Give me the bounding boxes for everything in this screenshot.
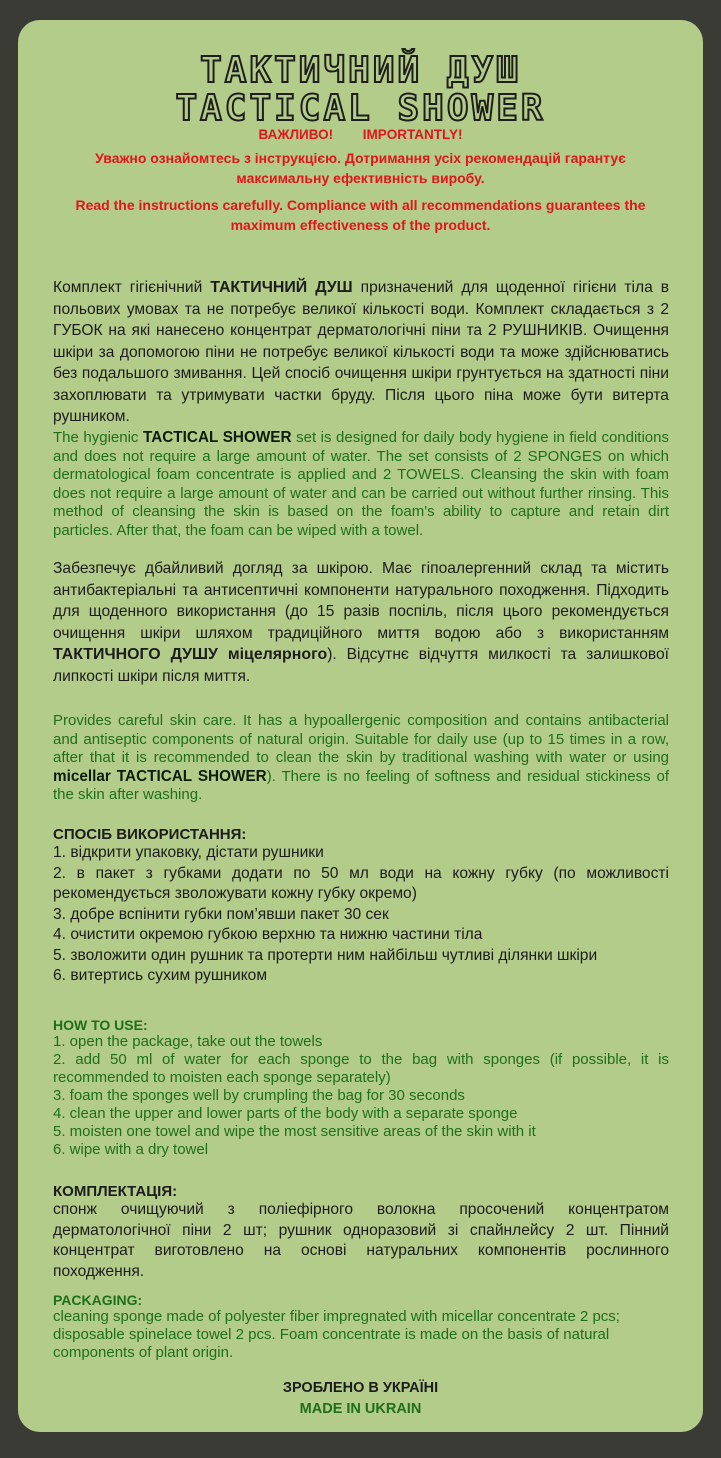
packaging-text-ua: спонж очищуючий з поліефірного волокна просочений концентратом дерматологічної піни 2 шт; рушник одноразовий зі спайнлейсу 2 шт. Пінний концентрат виготовлено на основі натуральних компонентів рослинного походження. [53,1201,669,1280]
warning-heading [40,127,681,142]
usage-section-ua [53,826,669,987]
warning-text-ua: Уважно ознайомтесь з інструкцією. Дотримання усіх рекомендацій гарантує максимальну ефективність виробу. [95,150,626,186]
usage-step-en: 3. foam the sponges well by crumpling the bag for 30 seconds [53,1087,465,1104]
intro-paragraph-en: The hygienic TACTICAL SHOWER set is designed for daily body hygiene in field conditions and does not require a large amount of water. The set consists of 2 SPONGES on which dermatological foam concentrate is applied and 2 TOWELS. Cleansing the skin with foam does not require a large amount of water and can be carried out without further rinsing. This method of cleansing the skin is based on the foam's ability to capture and retain dirt particles. After that, the foam can be wiped with a towel. [53,429,669,539]
usage-step-ua: 4. очистити окремою губкою верхню та нижню частини тіла [53,926,483,943]
usage-heading-en: HOW TO USE: [53,1017,148,1033]
intro-paragraph-ua: Комплект гігієнічний ТАКТИЧНИЙ ДУШ призначений для щоденної гігієни тіла в польових умовах та не потребує великої кількості води. Комплект складається з 2 ГУБОК на які нанесено концентрат дерматологічні піни та 2 РУШНИКІВ. Очищення шкіри за допомогою піни не потребує великої кількості води та може здійснюватись без подальшого змивання. Цей спосіб очищення шкіри грунтується на здатності піни захоплювати та утримувати частки бруду. Після цього піна може бути витерта рушником. [53,279,669,425]
care-paragraph-ua: Забезпечує дбайливий догляд за шкірою. Має гіпоалергенний склад та містить антибактеріальні та антисептичні компоненти натурального походження. Підходить для щоденного використання (до 15 разів поспіль, після цього рекомендується очищення шкіри шляхом традиційного миття водою або з використанням ТАКТИЧНОГО ДУШУ міцелярного). Відсутнє відчуття милкості та залишкової липкості шкіри після миття. [53,560,669,685]
title-ukrainian: ТАКТИЧНИЙ ДУШ [200,50,521,91]
brand-name: ТАКТИЧНИЙ ДУШ [210,279,353,296]
usage-step-ua: 6. витертись сухим рушником [53,967,268,984]
usage-steps-ua [53,843,669,987]
usage-step-ua: 2. в пакет з губками додати по 50 мл води на кожну губку (по можливості рекомендується зволожувати кожну губку окремо) [53,864,669,902]
made-in-ukraine-ua: ЗРОБЛЕНО В УКРАЇНІ [282,1380,439,1396]
warning-heading-ua: ВАЖЛИВО! [258,127,334,142]
packaging-heading-ua: КОМПЛЕКТАЦІЯ: [53,1183,178,1200]
packaging-section-en [53,1292,669,1362]
usage-step-en: 5. moisten one towel and wipe the most sensitive areas of the skin with it [53,1123,536,1140]
usage-step-en: 4. clean the upper and lower parts of the body with a separate sponge [53,1105,518,1122]
usage-step-ua: 3. добре вспінити губки пом’явши пакет 30 сек [53,905,389,923]
usage-heading-ua: СПОСІБ ВИКОРИСТАННЯ: [53,826,247,843]
made-in-ukraine-en: MADE IN UKRAIN [299,1401,422,1417]
brand-name-en: TACTICAL SHOWER [143,429,292,446]
brand-name-micellar-en: micellar TACTICAL SHOWER [53,767,267,785]
packaging-section-ua [53,1183,669,1282]
usage-section-en [53,1017,669,1159]
usage-step-en: 2. add 50 ml of water for each sponge to the bag with sponges (if possible, it is recommended to moisten each sponge separately) [53,1051,669,1086]
warning-text-en: Read the instructions carefully. Compliance with all recommendations guarantees the maximum effectiveness of the product. [75,197,646,233]
care-paragraph-en: Provides careful skin care. It has a hypoallergenic composition and contains antibacterial and antiseptic components of natural origin. Suitable for daily use (up to 15 times in a row, after that it is recommended to clean the skin by traditional washing with water or using micellar TACTICAL SHOWER). There is no feeling of softness and residual stickiness of the skin after washing. [53,712,669,803]
usage-step-en: 6. wipe with a dry towel [53,1141,209,1158]
usage-step-ua: 5. зволожити один рушник та протерти ним найбільш чутливі ділянки шкіри [53,946,598,964]
packaging-text-en: cleaning sponge made of polyester fiber impregnated with micellar concentrate 2 pcs; disposable spinelace towel 2 pcs. Foam concentrate is made on the basis of natural components of plant origin. [53,1308,620,1361]
warning-heading-en: IMPORTANTLY! [362,127,463,142]
packaging-heading-en: PACKAGING: [53,1292,143,1308]
brand-name-micellar: ТАКТИЧНОГО ДУШУ міцелярного [53,646,328,663]
title-english: TACTICAL SHOWER [175,88,546,129]
usage-step-ua: 1. відкрити упаковку, дістати рушники [53,844,324,861]
usage-step-en: 1. open the package, take out the towels [53,1033,323,1050]
usage-steps-en [53,1033,669,1159]
